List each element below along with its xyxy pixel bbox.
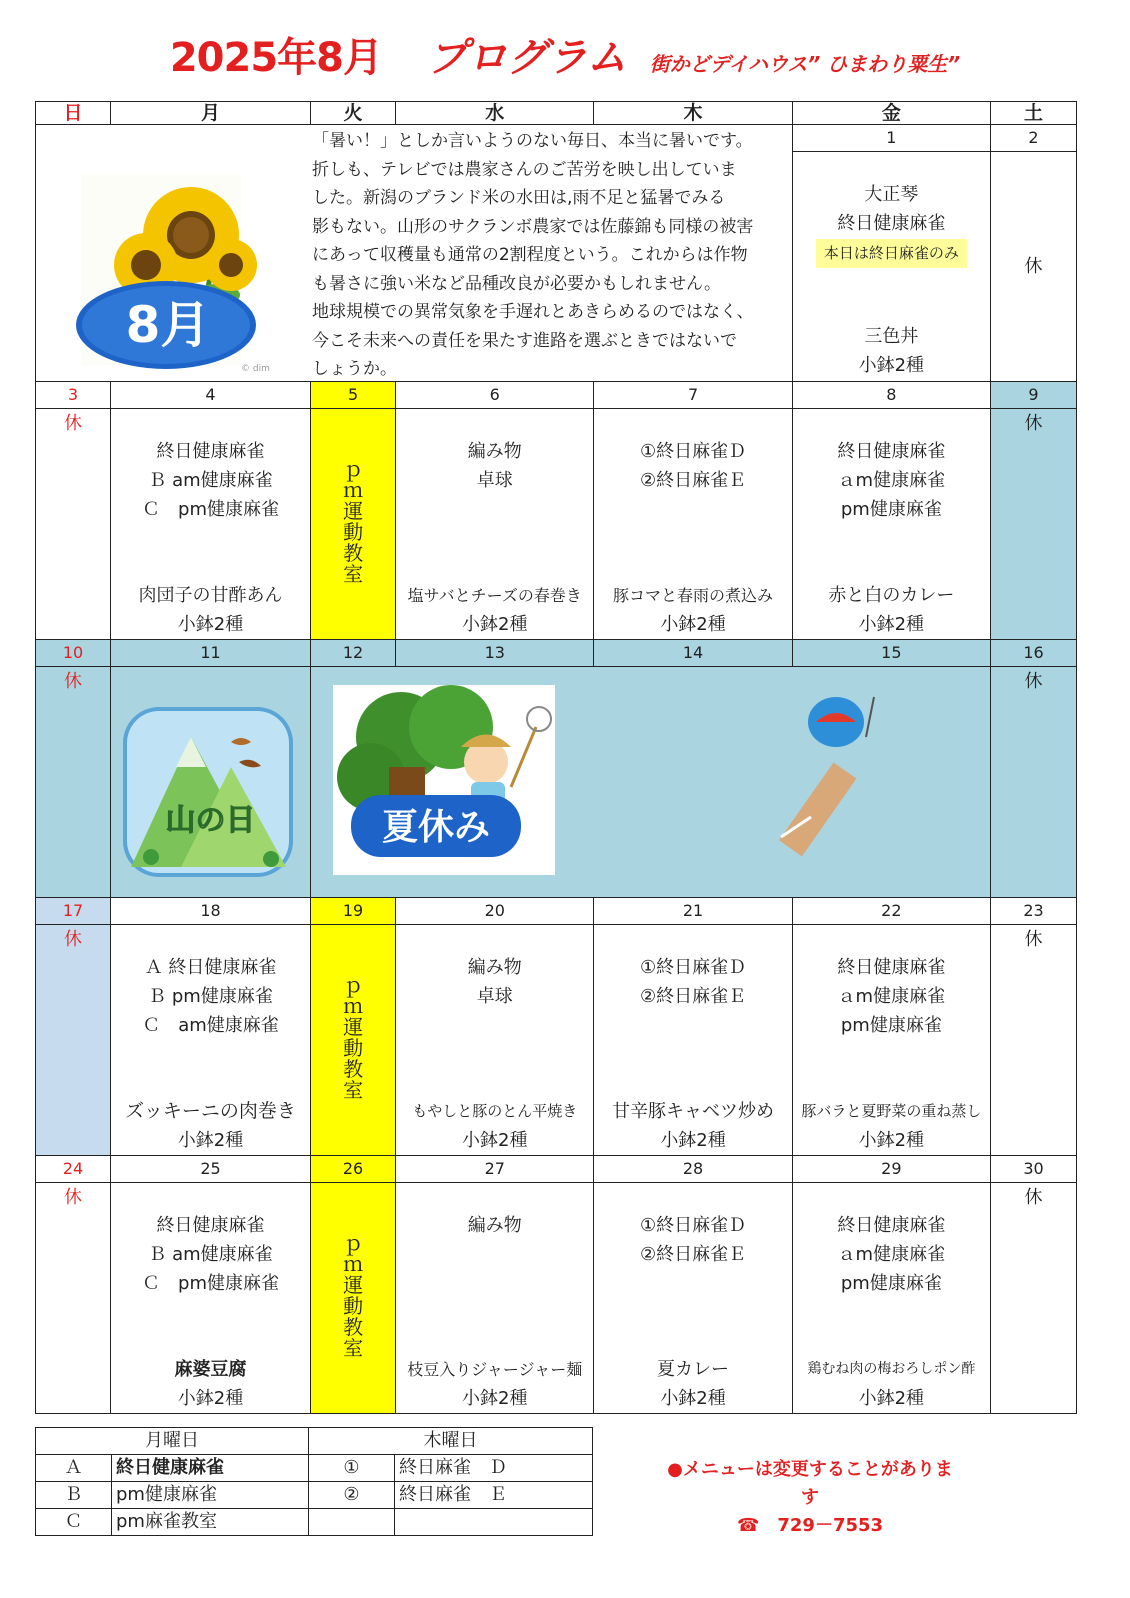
activity: 編み物 — [467, 957, 522, 978]
day-16-closed: 休 — [991, 667, 1077, 898]
legend-value: pm麻雀教室 — [112, 1509, 309, 1536]
special-note: 本日は終日麻雀のみ — [816, 239, 967, 268]
date-3: 3 — [36, 382, 111, 409]
activity: ①終日麻雀Ｄ — [639, 1215, 747, 1236]
mountain-day-cell — [111, 667, 311, 898]
date-25: 25 — [111, 1156, 311, 1183]
date-29: 29 — [792, 1156, 990, 1183]
date-2: 2 — [991, 125, 1077, 152]
summer-break-cell — [311, 667, 991, 898]
day-23-closed: 休 — [991, 925, 1077, 1156]
day-7-cell — [594, 409, 792, 640]
menu-side: 小鉢2種 — [660, 1130, 726, 1151]
day-6-cell — [396, 409, 594, 640]
notice-box — [660, 1456, 960, 1540]
week5-body-row — [36, 1183, 1077, 1414]
intro-line: にあって収穫量も通常の2割程度という。これからは作物 — [312, 245, 748, 265]
day-17-closed: 休 — [36, 925, 111, 1156]
date-14: 14 — [594, 640, 792, 667]
day-27-cell — [396, 1183, 594, 1414]
legend-value — [395, 1509, 593, 1536]
date-7: 7 — [594, 382, 792, 409]
activity: ②終日麻雀Ｅ — [639, 470, 747, 491]
day-1-cell — [792, 152, 990, 382]
summer-break-label: 夏休み — [381, 807, 491, 848]
menu-main: 塩サバとチーズの春巻き — [407, 586, 582, 605]
day-8-cell — [792, 409, 990, 640]
week4-body-row — [36, 925, 1077, 1156]
menu-side: 小鉢2種 — [177, 614, 244, 635]
week3-body-row — [36, 667, 1077, 898]
date-24: 24 — [36, 1156, 111, 1183]
legend-mon-header: 月曜日 — [36, 1428, 309, 1455]
activity: ①終日麻雀Ｄ — [639, 957, 747, 978]
date-5: 5 — [311, 382, 396, 409]
menu-main: 鶏むね肉の梅おろしポン酢 — [807, 1361, 976, 1377]
activity: ａm健康麻雀 — [837, 1244, 946, 1265]
mountain-day-label: 山の日 — [165, 803, 256, 838]
intro-cell — [36, 125, 793, 382]
week2-number-row — [36, 382, 1077, 409]
intro-line: 今こそ未来への責任を果たす進路を選ぶときではないで — [312, 330, 737, 351]
menu-main: 夏カレー — [657, 1359, 730, 1380]
exercise-class: ｐ ｍ 運 動 教 室 — [343, 973, 364, 1102]
date-10: 10 — [36, 640, 111, 667]
menu-side: 小鉢2種 — [177, 1388, 244, 1409]
menu-side: 小鉢2種 — [462, 1130, 528, 1151]
activity: ａm健康麻雀 — [837, 986, 946, 1007]
activity: 卓球 — [476, 986, 513, 1007]
phone-number: ☎ 729－7553 — [736, 1515, 884, 1536]
intro-line: 影もない。山形のサクランボ農家では佐藤錦も同様の被害 — [312, 216, 754, 237]
intro-line: 折しも、テレビでは農家さんのご苦労を映し出していま — [312, 159, 737, 180]
menu-side: 小鉢2種 — [462, 614, 528, 635]
week3-number-row — [36, 640, 1077, 667]
menu-main: 麻婆豆腐 — [174, 1359, 247, 1380]
weekday-tue: 火 — [311, 102, 396, 125]
wind-chime-icon — [779, 697, 874, 856]
weekday-header-row — [36, 102, 1077, 125]
calendar-table — [35, 101, 1077, 1414]
menu-main: ズッキーニの肉巻き — [125, 1100, 296, 1122]
day-9-closed: 休 — [991, 409, 1077, 640]
menu-main: 豚バラと夏野菜の重ね蒸し — [801, 1102, 982, 1120]
activity: ａm健康麻雀 — [837, 470, 946, 491]
menu-side: 小鉢2種 — [858, 1388, 925, 1409]
menu-main: 三色丼 — [864, 326, 919, 348]
menu-main: 豚コマと春雨の煮込み — [613, 586, 774, 605]
menu-side: 小鉢2種 — [858, 355, 925, 377]
activity: ②終日麻雀Ｅ — [639, 1244, 747, 1265]
date-28: 28 — [594, 1156, 792, 1183]
day-4-cell — [111, 409, 311, 640]
legend-key — [309, 1509, 395, 1536]
month-badge-text: 8月 — [125, 296, 211, 354]
day-19-cell — [311, 925, 396, 1156]
activity: Ａ 終日健康麻雀 — [144, 957, 277, 978]
weekday-mon: 月 — [111, 102, 311, 125]
legend-table — [35, 1427, 593, 1536]
activity: 終日健康麻雀 — [837, 957, 946, 978]
activity: 大正琴 — [864, 184, 919, 206]
intro-line: しょうか。 — [312, 359, 397, 379]
menu-side: 小鉢2種 — [660, 614, 726, 635]
intro-line: 地球規模での異常気象を手遅れとあきらめるのではなく、 — [312, 302, 754, 322]
week4-number-row — [36, 898, 1077, 925]
date-13: 13 — [396, 640, 594, 667]
weekday-thu: 木 — [594, 102, 792, 125]
activity: 卓球 — [476, 470, 513, 491]
activity: ①終日麻雀Ｄ — [639, 441, 747, 462]
date-21: 21 — [594, 898, 792, 925]
illustration-watermark: © dim — [241, 364, 270, 374]
weekday-sat: 土 — [991, 102, 1077, 125]
day-29-cell — [792, 1183, 990, 1414]
weekday-wed: 水 — [396, 102, 594, 125]
activity: 終日健康麻雀 — [156, 1215, 265, 1236]
date-26: 26 — [311, 1156, 396, 1183]
legend-value: pm健康麻雀 — [112, 1482, 309, 1509]
activity: 終日健康麻雀 — [837, 1215, 946, 1236]
legend-key: Ｃ — [36, 1509, 112, 1536]
date-9: 9 — [991, 382, 1077, 409]
date-8: 8 — [792, 382, 990, 409]
menu-side: 小鉢2種 — [177, 1130, 244, 1151]
menu-change-notice: ●メニューは変更することがあります — [667, 1459, 953, 1508]
intro-text — [306, 125, 754, 381]
menu-main: 肉団子の甘酢あん — [138, 585, 283, 606]
date-17: 17 — [36, 898, 111, 925]
facility-name: 街かどデイハウス” ひまわり粟生” — [649, 52, 961, 76]
date-30: 30 — [991, 1156, 1077, 1183]
date-4: 4 — [111, 382, 311, 409]
day-25-cell — [111, 1183, 311, 1414]
day-3-closed: 休 — [36, 409, 111, 640]
activity: Ｃ pm健康麻雀 — [142, 499, 279, 520]
day-26-cell — [311, 1183, 396, 1414]
menu-main: 枝豆入りジャージャー麺 — [407, 1360, 583, 1379]
intro-line: も暑さに強い米など品種改良が必要かもしれません。 — [312, 273, 722, 294]
date-22: 22 — [792, 898, 990, 925]
activity: 終日健康麻雀 — [156, 441, 265, 462]
week5-number-row — [36, 1156, 1077, 1183]
activity: Ｃ am健康麻雀 — [142, 1015, 279, 1036]
legend-key: Ａ — [36, 1455, 112, 1482]
legend-key: ② — [309, 1482, 395, 1509]
date-23: 23 — [991, 898, 1077, 925]
date-19: 19 — [311, 898, 396, 925]
exercise-class: ｐ ｍ 運 動 教 室 — [343, 1231, 364, 1360]
menu-main: もやしと豚のとん平焼き — [412, 1102, 578, 1120]
exercise-class: ｐ ｍ 運 動 教 室 — [343, 457, 364, 586]
intro-line: した。新潟のブランド米の水田は,雨不足と猛暑でみる — [312, 188, 726, 208]
date-6: 6 — [396, 382, 594, 409]
activity: Ｂ am健康麻雀 — [148, 1244, 273, 1265]
activity: ②終日麻雀Ｅ — [639, 986, 747, 1007]
day-2-closed: 休 — [991, 152, 1077, 382]
menu-side: 小鉢2種 — [858, 1130, 925, 1151]
week1-number-row — [36, 125, 1077, 152]
date-20: 20 — [396, 898, 594, 925]
day-5-cell — [311, 409, 396, 640]
day-10-closed: 休 — [36, 667, 111, 898]
month-title: 2025年8月 — [169, 35, 383, 81]
mountain-day-icon — [111, 667, 310, 897]
date-27: 27 — [396, 1156, 594, 1183]
date-16: 16 — [991, 640, 1077, 667]
intro-line: 「暑い！」としか言いようのない毎日、本当に暑いです。 — [312, 131, 753, 151]
activity: pm健康麻雀 — [840, 1273, 942, 1294]
day-20-cell — [396, 925, 594, 1156]
legend-key: Ｂ — [36, 1482, 112, 1509]
date-12: 12 — [311, 640, 396, 667]
menu-main: 甘辛豚キャベツ炒め — [612, 1101, 775, 1122]
menu-main: 赤と白のカレー — [828, 585, 955, 606]
august-sunflower-illustration — [36, 125, 306, 381]
date-1: 1 — [792, 125, 990, 152]
activity: pm健康麻雀 — [840, 1015, 942, 1036]
menu-side: 小鉢2種 — [660, 1388, 726, 1409]
legend-thu-header: 木曜日 — [309, 1428, 593, 1455]
legend-value: 終日麻雀 Ｅ — [395, 1482, 593, 1509]
weekday-fri: 金 — [792, 102, 990, 125]
activity: 終日健康麻雀 — [837, 213, 946, 235]
date-15: 15 — [792, 640, 990, 667]
weekday-sun: 日 — [36, 102, 111, 125]
activity: 編み物 — [467, 441, 522, 462]
activity: Ｂ pm健康麻雀 — [148, 986, 273, 1007]
activity: 編み物 — [467, 1215, 522, 1236]
legend-value: 終日健康麻雀 — [112, 1455, 309, 1482]
week2-body-row — [36, 409, 1077, 640]
program-title: プログラム — [427, 35, 627, 81]
activity: Ｂ am健康麻雀 — [148, 470, 273, 491]
day-28-cell — [594, 1183, 792, 1414]
activity: pm健康麻雀 — [840, 499, 942, 520]
day-18-cell — [111, 925, 311, 1156]
legend-value: 終日麻雀 Ｄ — [395, 1455, 593, 1482]
menu-side: 小鉢2種 — [462, 1388, 528, 1409]
activity: 終日健康麻雀 — [837, 441, 946, 462]
day-22-cell — [792, 925, 990, 1156]
day-21-cell — [594, 925, 792, 1156]
legend-key: ① — [309, 1455, 395, 1482]
page-header — [0, 26, 1130, 83]
date-18: 18 — [111, 898, 311, 925]
menu-side: 小鉢2種 — [858, 614, 925, 635]
day-24-closed: 休 — [36, 1183, 111, 1414]
date-11: 11 — [111, 640, 311, 667]
day-30-closed: 休 — [991, 1183, 1077, 1414]
activity: Ｃ pm健康麻雀 — [142, 1273, 279, 1294]
